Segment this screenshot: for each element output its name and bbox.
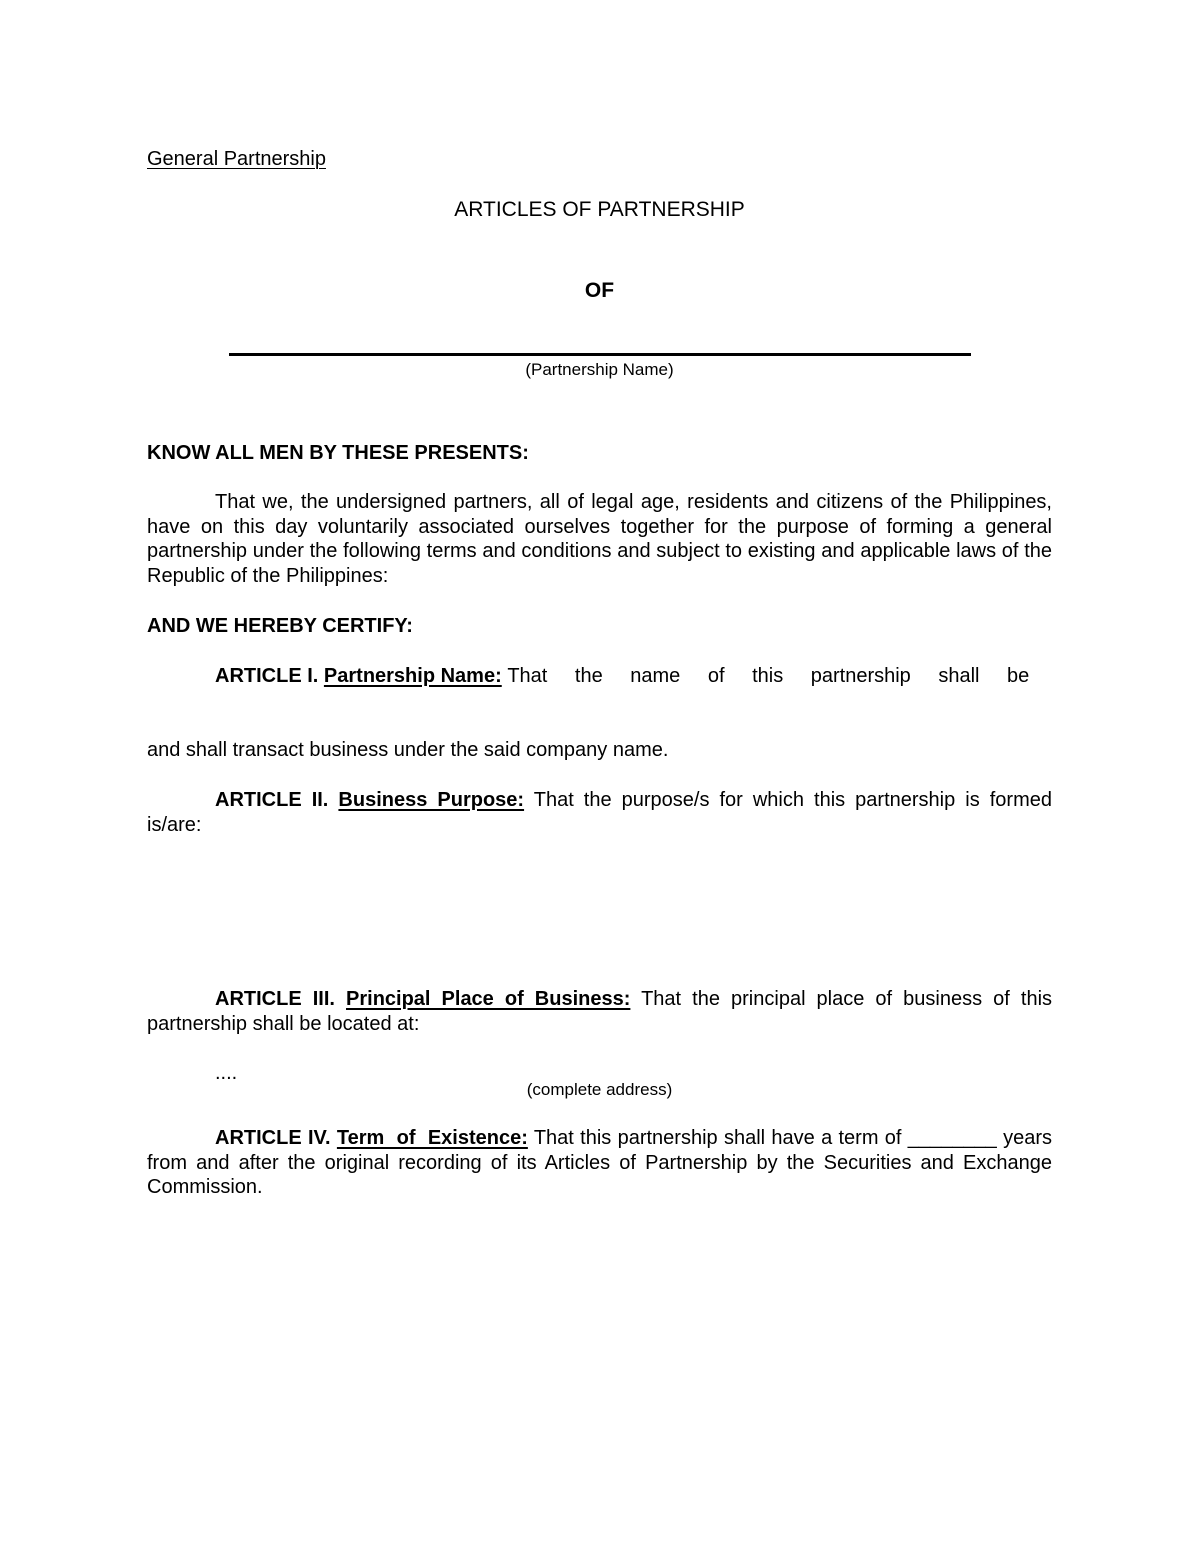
address-placeholder-dots: ....	[215, 1062, 238, 1084]
article-1-label: ARTICLE I.	[215, 665, 319, 687]
article-3-text: That the principal place of business of this partnership shall be located at:	[147, 988, 1053, 1035]
article-3-paragraph	[147, 987, 1052, 1036]
article-3-label: ARTICLE III.	[215, 988, 335, 1010]
intro-paragraph: That we, the undersigned partners, all of legal age, residents and citizens of the Philippines, have on this day voluntarily associated ourselves together for the purpose of forming a general partnership under the following terms and conditions and subject to existing and applicable laws of the Republic of the Philippines:	[147, 491, 1052, 587]
know-all-men-heading: KNOW ALL MEN BY THESE PRESENTS:	[147, 442, 529, 464]
article-1-continuation: and shall transact business under the said company name.	[147, 739, 669, 761]
article-2-heading: Business Purpose:	[338, 789, 525, 811]
partnership-name-caption: (Partnership Name)	[525, 360, 674, 379]
partnership-name-blank-line	[229, 353, 971, 356]
article-1-paragraph	[147, 664, 1052, 689]
article-4-heading: Term of Existence:	[336, 1127, 528, 1149]
article-1-heading: Partnership Name:	[323, 665, 502, 687]
article-4-paragraph	[147, 1126, 1052, 1200]
document-title: ARTICLES OF PARTNERSHIP	[454, 198, 745, 221]
document-page	[147, 0, 1052, 1553]
article-2-label: ARTICLE II.	[215, 789, 329, 811]
of-label: OF	[584, 279, 615, 302]
article-2-text: That the purpose/s for which this partnership is formed is/are:	[147, 789, 1052, 836]
article-1-text: That the name of this partnership shall be	[507, 665, 1030, 687]
article-4-text: That this partnership shall have a term of ________ years from and after the original recording of its Articles of Partnership by the Securities and Exchange Commission.	[147, 1127, 1052, 1198]
article-3-heading: Principal Place of Business:	[346, 988, 631, 1010]
certify-heading: AND WE HEREBY CERTIFY:	[147, 615, 413, 637]
address-caption: (complete address)	[526, 1080, 673, 1099]
article-2-paragraph	[147, 788, 1052, 837]
document-category: General Partnership	[147, 148, 326, 170]
article-4-label: ARTICLE IV.	[215, 1127, 331, 1149]
